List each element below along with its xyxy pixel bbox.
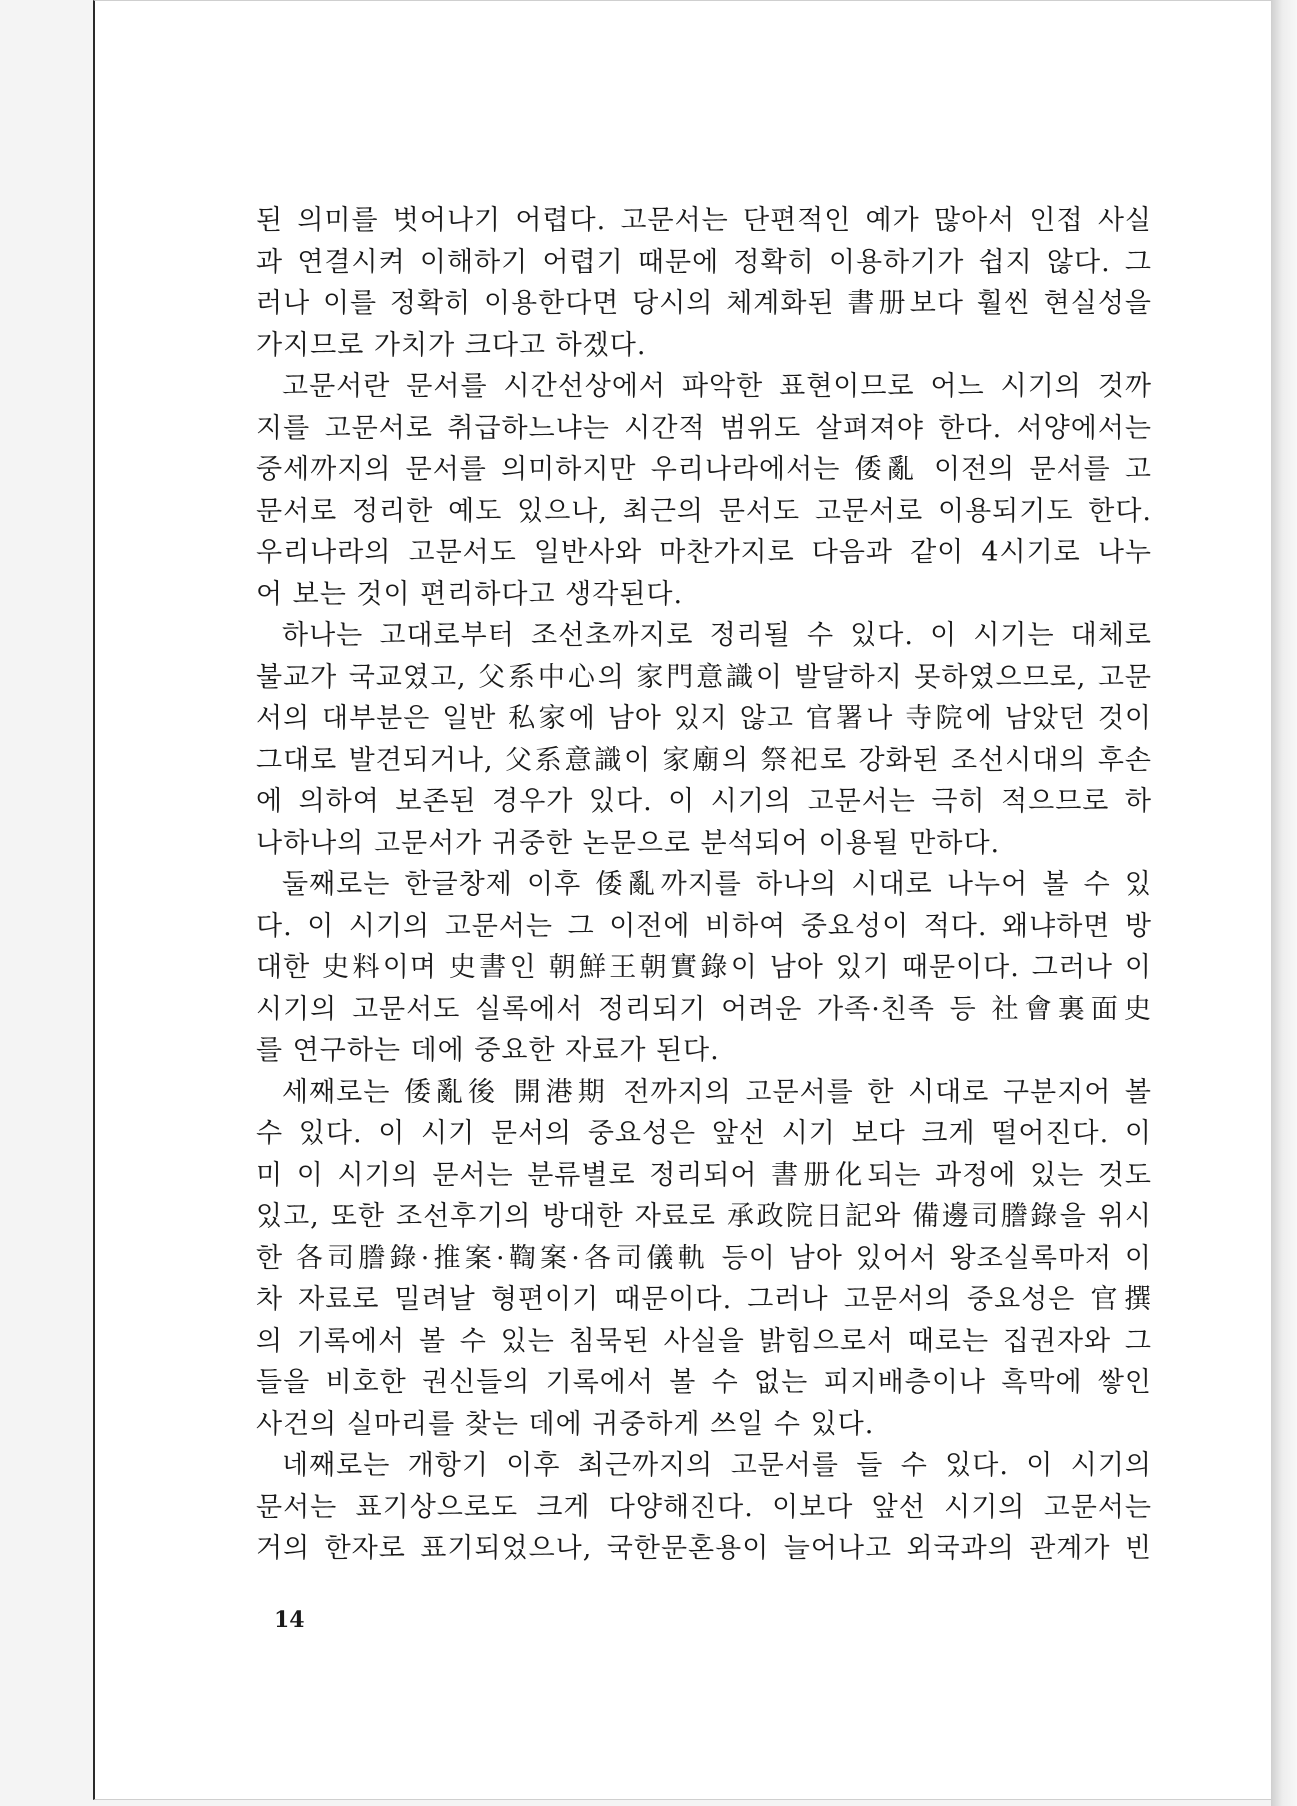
text-line: 된 의미를 벗어나기 어렵다. 고문서는 단편적인 예가 많아서 인접 사실 <box>256 205 1152 236</box>
text-line: 그대로 발견되거나, 父系意識이 家廟의 祭祀로 강화된 조선시대의 후손 <box>256 744 1152 776</box>
text-line: 들을 비호한 권신들의 기록에서 볼 수 없는 피지배층이나 흑막에 쌓인 <box>256 1367 1152 1398</box>
page-edge-shadow <box>1271 0 1297 1806</box>
text-line: 지를 고문서로 취급하느냐는 시간적 범위도 살펴져야 한다. 서양에서는 <box>256 412 1152 444</box>
text-line: 시기의 고문서도 실록에서 정리되기 어려운 가족·친족 등 社會裏面史 <box>256 993 1152 1025</box>
text-line: 한 各司謄錄·推案·鞫案·各司儀軌 등이 남아 있어서 왕조실록마저 이 <box>256 1242 1152 1274</box>
text-line: 사건의 실마리를 찾는 데에 귀중하게 쓰일 수 있다. <box>256 1408 875 1440</box>
paragraph-first-line: 세째로는 倭亂後 開港期 전까지의 고문서를 한 시대로 구분지어 볼 <box>282 1076 1152 1108</box>
text-line: 차 자료로 밀려날 형편이기 때문이다. 그러나 고문서의 중요성은 官撰 <box>256 1284 1152 1315</box>
text-line: 서의 대부분은 일반 私家에 남아 있지 않고 官署나 寺院에 남았던 것이 <box>256 703 1152 734</box>
text-line: 에 의하여 보존된 경우가 있다. 이 시기의 고문서는 극히 적으므로 하 <box>256 786 1152 817</box>
text-line: 거의 한자로 표기되었으나, 국한문혼용이 늘어나고 외국과의 관계가 빈 <box>256 1533 1152 1564</box>
paragraph-first-line: 둘째로는 한글창제 이후 倭亂까지를 하나의 시대로 나누어 볼 수 있 <box>282 869 1152 900</box>
page-number: 14 <box>274 1607 305 1633</box>
text-line: 의 기록에서 볼 수 있는 침묵된 사실을 밝힘으로서 때로는 집권자와 그 <box>256 1325 1152 1357</box>
text-line: 다. 이 시기의 고문서는 그 이전에 비하여 중요성이 적다. 왜냐하면 방 <box>256 910 1152 942</box>
text-line: 미 이 시기의 문서는 분류별로 정리되어 書册化되는 과정에 있는 것도 <box>256 1159 1152 1191</box>
text-line: 중세까지의 문서를 의미하지만 우리나라에서는 倭亂 이전의 문서를 고 <box>256 454 1152 485</box>
text-line: 어 보는 것이 편리하다고 생각된다. <box>256 578 684 610</box>
text-line: 문서는 표기상으로도 크게 다양해진다. 이보다 앞선 시기의 고문서는 <box>256 1491 1152 1523</box>
body-text <box>256 200 1152 1570</box>
paragraph-first-line: 네째로는 개항기 이후 최근까지의 고문서를 들 수 있다. 이 시기의 <box>282 1450 1152 1481</box>
paragraph-first-line: 고문서란 문서를 시간선상에서 파악한 표현이므로 어느 시기의 것까 <box>282 371 1152 402</box>
text-line: 가지므로 가치가 크다고 하겠다. <box>256 329 647 361</box>
text-line: 수 있다. 이 시기 문서의 중요성은 앞선 시기 보다 크게 떨어진다. 이 <box>256 1118 1152 1149</box>
text-line: 나하나의 고문서가 귀중한 논문으로 분석되어 이용될 만하다. <box>256 827 1001 859</box>
text-line: 를 연구하는 데에 중요한 자료가 된다. <box>256 1035 720 1066</box>
text-line: 러나 이를 정확히 이용한다면 당시의 체계화된 書册보다 훨씬 현실성을 <box>256 288 1152 319</box>
text-line: 과 연결시켜 이해하기 어렵기 때문에 정확히 이용하기가 쉽지 않다. 그 <box>256 246 1152 278</box>
text-line: 문서로 정리한 예도 있으나, 최근의 문서도 고문서로 이용되기도 한다. <box>256 495 1152 527</box>
paragraph-first-line: 하나는 고대로부터 조선초까지로 정리될 수 있다. 이 시기는 대체로 <box>282 620 1152 651</box>
text-line: 우리나라의 고문서도 일반사와 마찬가지로 다음과 같이 4시기로 나누 <box>256 537 1152 568</box>
text-line: 불교가 국교였고, 父系中心의 家門意識이 발달하지 못하였으므로, 고문 <box>256 661 1152 693</box>
text-line: 대한 史料이며 史書인 朝鮮王朝實錄이 남아 있기 때문이다. 그러나 이 <box>256 952 1152 983</box>
text-line: 있고, 또한 조선후기의 방대한 자료로 承政院日記와 備邊司謄錄을 위시 <box>256 1201 1152 1232</box>
